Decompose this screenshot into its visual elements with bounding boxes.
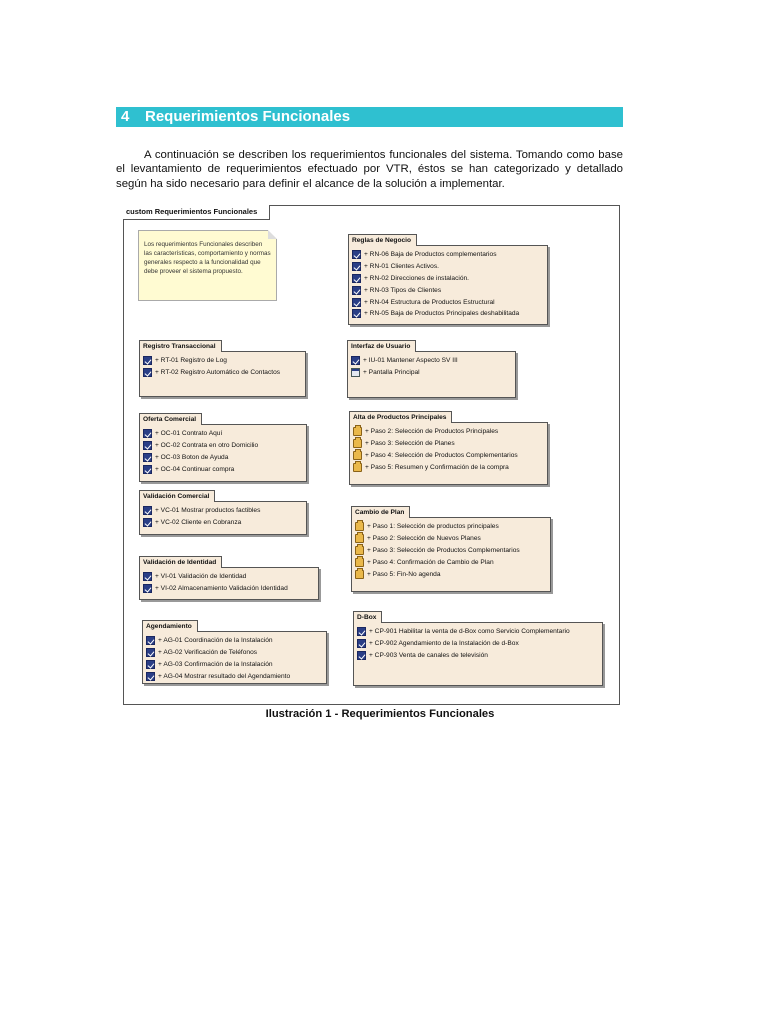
package-item — [143, 517, 303, 529]
package-item-label: + Paso 2: Selección de Productos Principales — [365, 428, 499, 436]
package-item-label: + CP-903 Venta de canales de televisión — [369, 651, 488, 659]
package-item — [353, 461, 544, 473]
package-item-label: + Paso 1: Selección de productos principales — [367, 523, 499, 531]
package-item-label: + OC-04 Continuar compra — [155, 465, 235, 473]
package-item — [351, 367, 512, 379]
package-item-label: + AG-01 Coordinación de la Instalación — [158, 637, 273, 645]
package-item — [143, 367, 302, 379]
package-item — [143, 583, 315, 595]
requirement-icon — [143, 429, 152, 438]
requirement-icon — [143, 453, 152, 462]
package-item — [146, 670, 323, 682]
package-item — [355, 521, 547, 533]
requirement-icon — [352, 274, 361, 283]
package-item-label: + RN-02 Direcciones de instalación. — [364, 274, 470, 282]
package-item-label: + RT-01 Registro de Log — [155, 357, 227, 365]
package-title: Cambio de Plan — [351, 506, 410, 518]
package-item — [353, 450, 544, 462]
package-body — [349, 422, 548, 485]
diagram-frame-title: custom Requerimientos Funcionales — [123, 205, 270, 220]
package-item-label: + RT-02 Registro Automático de Contactos — [155, 369, 281, 377]
package-item — [143, 355, 302, 367]
section-heading — [116, 107, 623, 127]
package-item — [143, 505, 303, 517]
step-icon — [355, 558, 364, 567]
package-item-label: + OC-01 Contrato Aquí — [155, 430, 223, 438]
package-item-label: + OC-02 Contrata en otro Domicilio — [155, 442, 259, 450]
package-item-label: + Paso 4: Selección de Productos Complementarios — [365, 451, 518, 459]
section-title: Requerimientos Funcionales — [145, 108, 351, 125]
requirement-icon — [352, 298, 361, 307]
package-item — [355, 556, 547, 568]
package-body — [351, 517, 551, 592]
package-item — [352, 284, 544, 296]
package-body — [348, 245, 548, 325]
note-fold-corner — [268, 230, 277, 239]
package-title: Agendamiento — [142, 620, 198, 632]
requirement-icon — [143, 584, 152, 593]
step-icon — [353, 463, 362, 472]
step-icon — [353, 439, 362, 448]
requirement-icon — [143, 518, 152, 527]
package-title: Validación de Identidad — [139, 556, 222, 568]
package-item — [146, 659, 323, 671]
package-item-label: + Paso 3: Selección de Productos Complementarios — [367, 546, 520, 554]
package-item-label: + Pantalla Principal — [363, 369, 420, 377]
package-item-label: + VI-01 Validación de Identidad — [155, 573, 247, 581]
step-icon — [355, 546, 364, 555]
package-body — [142, 631, 327, 684]
package-item-label: + Paso 4: Confirmación de Cambio de Plan — [367, 558, 494, 566]
package-item — [357, 650, 599, 662]
diagram-note — [138, 230, 277, 301]
section-number: 4 — [121, 108, 130, 125]
package-item-label: + VC-01 Mostrar productos factibles — [155, 507, 261, 515]
figure-caption — [0, 708, 768, 720]
package-item — [353, 426, 544, 438]
package-item — [143, 440, 303, 452]
requirement-icon — [146, 660, 155, 669]
package-item-label: + IU-01 Mantener Aspecto SV III — [363, 357, 458, 365]
package-item-label: + AG-04 Mostrar resultado del Agendamiento — [158, 672, 291, 680]
requirement-icon — [143, 356, 152, 365]
package-item-label: + AG-03 Confirmación de la Instalación — [158, 660, 273, 668]
package-item — [352, 261, 544, 273]
requirement-icon — [143, 465, 152, 474]
package-title: Oferta Comercial — [139, 413, 202, 425]
package-item-label: + RN-05 Baja de Productos Principales deshabilitada — [364, 310, 520, 318]
package-body — [139, 501, 307, 535]
package-body — [139, 424, 307, 482]
package-item-label: + VC-02 Cliente en Cobranza — [155, 519, 242, 527]
caption-text: Ilustración 1 - Requerimientos Funcionales — [265, 708, 495, 720]
package-item — [146, 647, 323, 659]
package-item-label: + Paso 5: Fin-No agenda — [367, 570, 441, 578]
package-item-label: + Paso 3: Selección de Planes — [365, 440, 455, 448]
package-title: Validación Comercial — [139, 490, 215, 502]
package-title: D-Box — [353, 611, 382, 623]
package-title: Interfaz de Usuario — [347, 340, 416, 352]
package-item — [143, 428, 303, 440]
requirement-icon — [143, 572, 152, 581]
package-item — [351, 355, 512, 367]
package-item-label: + Paso 2: Selección de Nuevos Planes — [367, 535, 481, 543]
package-body — [353, 622, 603, 686]
package-item — [352, 249, 544, 261]
package-item-label: + CP-901 Habilitar la venta de d-Box como Servicio Complementario — [369, 628, 570, 636]
package-item — [355, 545, 547, 557]
package-item-label: + OC-03 Boton de Ayuda — [155, 453, 229, 461]
package-item-label: + CP-902 Agendamiento de la Instalación de d-Box — [369, 640, 519, 648]
package-item-label: + RN-04 Estructura de Productos Estructural — [364, 298, 495, 306]
requirement-icon — [357, 627, 366, 636]
requirement-icon — [352, 309, 361, 318]
package-item-label: + Paso 5: Resumen y Confirmación de la compra — [365, 463, 509, 471]
package-item-label: + RN-06 Baja de Productos complementarios — [364, 251, 497, 259]
step-icon — [353, 427, 362, 436]
package-body — [347, 351, 516, 398]
screen-icon — [351, 368, 360, 377]
package-item — [143, 452, 303, 464]
package-item-label: + RN-01 Clientes Activos. — [364, 263, 439, 271]
step-icon — [353, 451, 362, 460]
requirement-icon — [352, 262, 361, 271]
package-item — [355, 568, 547, 580]
requirement-icon — [357, 651, 366, 660]
package-item — [357, 638, 599, 650]
intro-paragraph: A continuación se describen los requerimientos funcionales del sistema. Tomando como base el levantamiento de requerimientos efectuado por VTR, éstos se han categorizado y detallado según ha sido necesario para definir el alcance de la solución a implementar. — [116, 149, 623, 190]
package-title: Reglas de Negocio — [348, 234, 417, 246]
step-icon — [355, 534, 364, 543]
requirement-icon — [351, 356, 360, 365]
step-icon — [355, 522, 364, 531]
package-item — [355, 533, 547, 545]
requirement-icon — [352, 250, 361, 259]
requirement-icon — [143, 368, 152, 377]
step-icon — [355, 570, 364, 579]
requirement-icon — [146, 648, 155, 657]
package-item — [352, 296, 544, 308]
package-item — [146, 635, 323, 647]
requirement-icon — [352, 286, 361, 295]
package-body — [139, 567, 319, 600]
package-item-label: + RN-03 Tipos de Clientes — [364, 286, 442, 294]
package-item — [353, 438, 544, 450]
requirement-icon — [146, 672, 155, 681]
package-title: Registro Transaccional — [139, 340, 222, 352]
package-item — [143, 463, 303, 475]
requirement-icon — [146, 636, 155, 645]
requirement-icon — [143, 506, 152, 515]
package-item — [357, 626, 599, 638]
package-body — [139, 351, 306, 397]
requirement-icon — [357, 639, 366, 648]
package-item — [143, 571, 315, 583]
package-item-label: + AG-02 Verificación de Teléfonos — [158, 649, 258, 657]
package-item — [352, 273, 544, 285]
package-item — [352, 308, 544, 320]
requirement-icon — [143, 441, 152, 450]
package-item-label: + VI-02 Almacenamiento Validación Identidad — [155, 585, 288, 593]
package-title: Alta de Productos Principales — [349, 411, 452, 423]
note-text: Los requerimientos Funcionales describen las características, comportamiento y normas generales respecto a la funcionalidad que debe proveer el sistema propuesto. — [144, 241, 271, 275]
